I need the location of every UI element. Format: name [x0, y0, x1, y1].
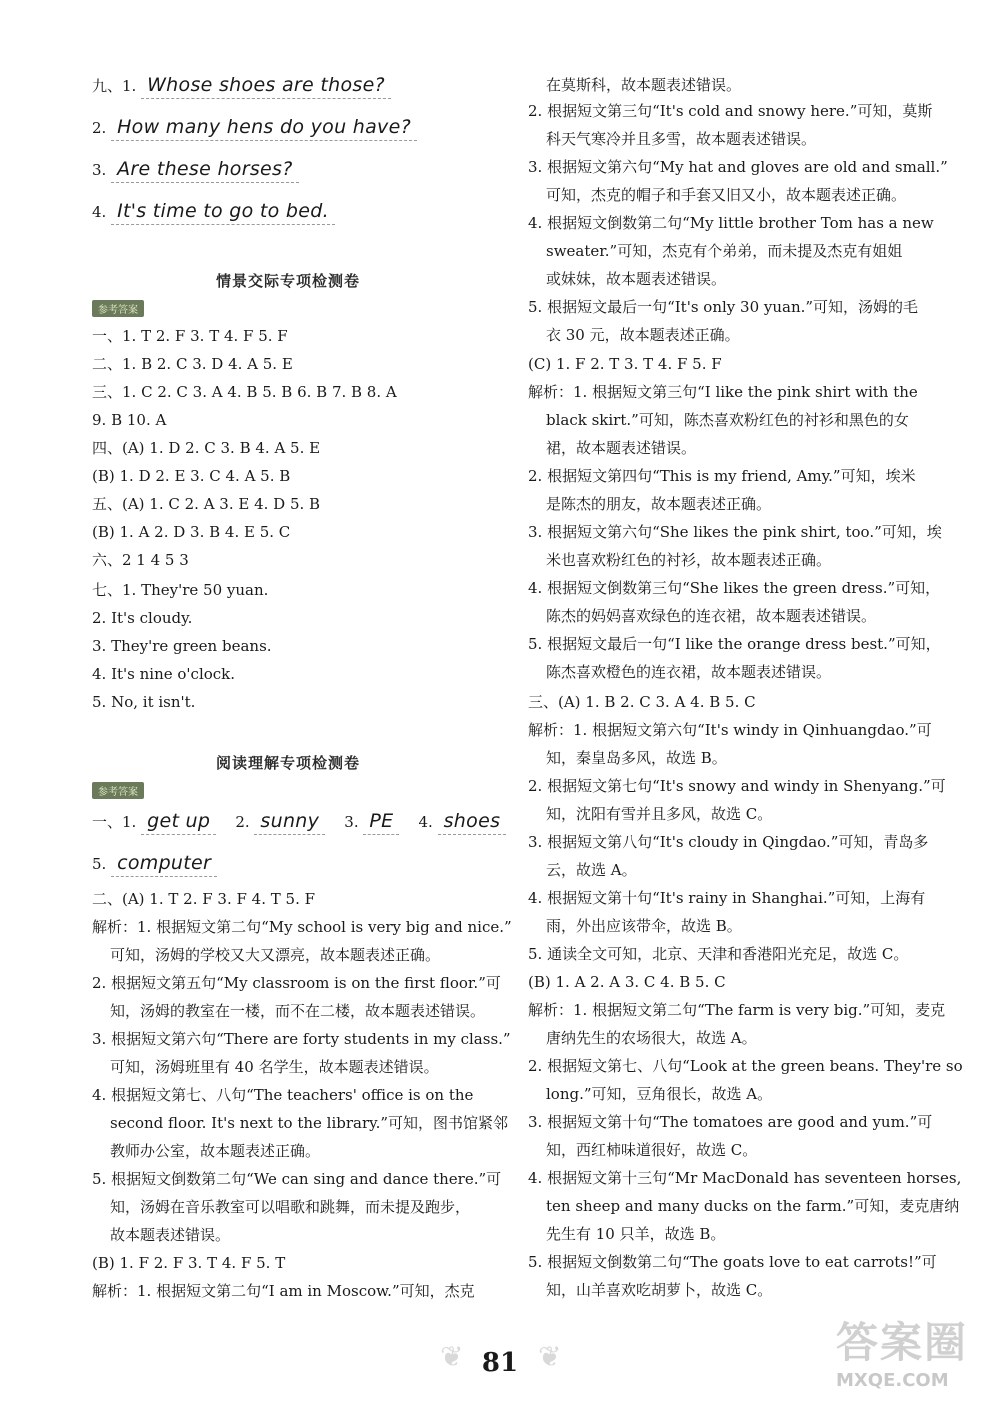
hw-answer-1 [92, 74, 391, 99]
handwritten-answer: shoes [438, 810, 507, 835]
answer-line: 3. 根据短文第六句“There are forty students in my class.” [92, 1030, 511, 1048]
answer-line: 七、1. They're 50 yuan. [92, 581, 269, 599]
watermark [836, 1310, 996, 1410]
answer-line: 可知，汤姆班里有 40 名学生，故本题表述错误。 [110, 1058, 439, 1076]
watermark-logo: 答案圈 [836, 1318, 969, 1367]
answer-line: 云，故选 A。 [546, 861, 637, 879]
answer-line: 唐纳先生的农场很大，故选 A。 [546, 1029, 757, 1047]
answer-line: (B) 1. D 2. E 3. C 4. A 5. B [92, 467, 291, 485]
handwritten-answer: It's time to go to bed. [111, 200, 335, 225]
answer-line: 二、1. B 2. C 3. D 4. A 5. E [92, 355, 293, 373]
answer-line: 教师办公室，故本题表述正确。 [110, 1142, 321, 1160]
answer-line: 可知，汤姆的学校又大又漂亮，故本题表述正确。 [110, 946, 441, 964]
answer-line: 或妹妹，故本题表述错误。 [546, 270, 727, 288]
answer-line: 4. 根据短文倒数第三句“She likes the green dress.”可知， [528, 579, 941, 597]
answer-line: 故本题表述错误。 [110, 1226, 231, 1244]
answer-line: 是陈杰的朋友，故本题表述正确。 [546, 495, 772, 513]
answer-line: 4. 根据短文倒数第二句“My little brother Tom has a new [528, 214, 934, 232]
answer-line: 三、1. C 2. C 3. A 4. B 5. B 6. B 7. B 8. A [92, 383, 397, 401]
answer-line: 3. They're green beans. [92, 637, 272, 655]
answer-line: 陈杰的妈妈喜欢绿色的连衣裙，故本题表述错误。 [546, 607, 877, 625]
hw-answer-row [92, 810, 506, 835]
section-title-dialogue: 情景交际专项检测卷 [216, 272, 361, 290]
answer-line: 五、(A) 1. C 2. A 3. E 4. D 5. B [92, 495, 321, 513]
item-number: 3. [344, 813, 359, 831]
handwritten-answer: Are these horses? [111, 158, 299, 183]
answer-line: 衣 30 元，故本题表述正确。 [546, 326, 740, 344]
answer-line: 5. 根据短文倒数第二句“We can sing and dance there.”可 [92, 1170, 502, 1188]
item-number: 4. [92, 203, 107, 221]
answer-line: (B) 1. A 2. D 3. B 4. E 5. C [92, 523, 291, 541]
answer-line: (C) 1. F 2. T 3. T 4. F 5. F [528, 355, 722, 373]
answer-line: 科天气寒冷并且多雪，故本题表述错误。 [546, 130, 817, 148]
answer-line: 解析：1. 根据短文第二句“I am in Moscow.”可知，杰克 [92, 1282, 475, 1300]
answer-line: 3. 根据短文第六句“She likes the pink shirt, too.”可知，埃 [528, 523, 942, 541]
answer-badge: 参考答案 [92, 782, 144, 799]
hw-answer-4 [92, 200, 335, 225]
answer-line: 知，山羊喜欢吃胡萝卜，故选 C。 [546, 1281, 773, 1299]
answer-line: 4. It's nine o'clock. [92, 665, 236, 683]
answer-line: 一、1. T 2. F 3. T 4. F 5. F [92, 327, 288, 345]
item-number: 2. [235, 813, 250, 831]
answer-line: 裙，故本题表述错误。 [546, 439, 697, 457]
answer-line: 5. No, it isn't. [92, 693, 196, 711]
handwritten-answer: computer [111, 852, 217, 877]
answer-line: 5. 根据短文最后一句“It's only 30 yuan.”可知，汤姆的毛 [528, 298, 919, 316]
answer-line: ten sheep and many ducks on the farm.”可知，麦克唐纳 [546, 1197, 960, 1215]
answer-line: 2. 根据短文第四句“This is my friend, Amy.”可知，埃米 [528, 467, 916, 485]
leaf-decoration-icon: ❦ [538, 1340, 562, 1373]
hw-answer-row [92, 852, 217, 877]
answer-line: 解析：1. 根据短文第三句“I like the pink shirt with the [528, 383, 918, 401]
answer-line: black skirt.”可知，陈杰喜欢粉红色的衬衫和黑色的女 [546, 411, 909, 429]
handwritten-answer: Whose shoes are those? [141, 74, 391, 99]
answer-line: 三、(A) 1. B 2. C 3. A 4. B 5. C [528, 693, 756, 711]
page-number: 81 [481, 1348, 519, 1378]
item-number: 九、1. [92, 77, 137, 95]
answer-line: 可知，杰克的帽子和手套又旧又小，故本题表述正确。 [546, 186, 907, 204]
leaf-decoration-icon: ❦ [440, 1340, 464, 1373]
answer-line: 解析：1. 根据短文第二句“The farm is very big.”可知，麦克 [528, 1001, 946, 1019]
handwritten-answer: get up [141, 810, 216, 835]
answer-line: 知，沈阳有雪并且多风，故选 C。 [546, 805, 773, 823]
answer-line: 3. 根据短文第六句“My hat and gloves are old and small.” [528, 158, 948, 176]
watermark-url: MXQE.COM [836, 1370, 949, 1391]
answer-line: 在莫斯科，故本题表述错误。 [546, 76, 742, 94]
answer-line: 4. 根据短文第十三句“Mr MacDonald has seventeen horses, [528, 1169, 962, 1187]
answer-line: 3. 根据短文第八句“It's cloudy in Qingdao.”可知，青岛多 [528, 833, 929, 851]
answer-line: (B) 1. A 2. A 3. C 4. B 5. C [528, 973, 726, 991]
answer-line: 4. 根据短文第七、八句“The teachers' office is on the [92, 1086, 474, 1104]
hw-answer-2 [92, 116, 417, 141]
answer-line: (B) 1. F 2. F 3. T 4. F 5. T [92, 1254, 286, 1272]
item-number: 一、1. [92, 813, 137, 831]
handwritten-answer: PE [363, 810, 399, 835]
item-number: 4. [418, 813, 433, 831]
answer-line: 5. 根据短文倒数第二句“The goats love to eat carrots!”可 [528, 1253, 937, 1271]
answer-line: 知，汤姆的教室在一楼，而不在二楼，故本题表述错误。 [110, 1002, 486, 1020]
answer-line: sweater.”可知，杰克有个弟弟，而未提及杰克有姐姐 [546, 242, 903, 260]
answer-line: 米也喜欢粉红色的衬衫，故本题表述正确。 [546, 551, 832, 569]
answer-line: 2. It's cloudy. [92, 609, 193, 627]
answer-line: 二、(A) 1. T 2. F 3. F 4. T 5. F [92, 890, 316, 908]
answer-line: 陈杰喜欢橙色的连衣裙，故本题表述错误。 [546, 663, 832, 681]
answer-line: 9. B 10. A [92, 411, 167, 429]
item-number: 3. [92, 161, 107, 179]
answer-line: 知，秦皇岛多风，故选 B。 [546, 749, 727, 767]
answer-line: long.”可知，豆角很长，故选 A。 [546, 1085, 773, 1103]
handwritten-answer: sunny [254, 810, 325, 835]
answer-line: 2. 根据短文第五句“My classroom is on the first floor.”可 [92, 974, 501, 992]
answer-line: 5. 根据短文最后一句“I like the orange dress best.”可知， [528, 635, 941, 653]
answer-line: 2. 根据短文第七、八句“Look at the green beans. They're so [528, 1057, 963, 1075]
answer-line: 解析：1. 根据短文第二句“My school is very big and nice.” [92, 918, 512, 936]
handwritten-answer: How many hens do you have? [111, 116, 417, 141]
item-number: 5. [92, 855, 107, 873]
section-title-reading: 阅读理解专项检测卷 [216, 754, 361, 772]
item-number: 2. [92, 119, 107, 137]
answer-line: 2. 根据短文第三句“It's cold and snowy here.”可知，莫斯 [528, 102, 933, 120]
answer-line: 4. 根据短文第十句“It's rainy in Shanghai.”可知，上海有 [528, 889, 926, 907]
answer-line: 六、2 1 4 5 3 [92, 551, 189, 569]
hw-answer-3 [92, 158, 299, 183]
answer-line: 雨，外出应该带伞，故选 B。 [546, 917, 742, 935]
answer-line: 解析：1. 根据短文第六句“It's windy in Qinhuangdao.”可 [528, 721, 932, 739]
answer-line: 知，汤姆在音乐教室可以唱歌和跳舞，而未提及跑步， [110, 1198, 471, 1216]
answer-line: second floor. It's next to the library.”可知，图书馆紧邻 [110, 1114, 509, 1132]
answer-line: 3. 根据短文第十句“The tomatoes are good and yum.”可 [528, 1113, 933, 1131]
answer-line: 知，西红柿味道很好，故选 C。 [546, 1141, 758, 1159]
answer-line: 2. 根据短文第七句“It's snowy and windy in Shenyang.”可 [528, 777, 946, 795]
answer-line: 先生有 10 只羊，故选 B。 [546, 1225, 726, 1243]
answer-badge: 参考答案 [92, 300, 144, 317]
answer-line: 5. 通读全文可知，北京、天津和香港阳光充足，故选 C。 [528, 945, 909, 963]
answer-line: 四、(A) 1. D 2. C 3. B 4. A 5. E [92, 439, 321, 457]
